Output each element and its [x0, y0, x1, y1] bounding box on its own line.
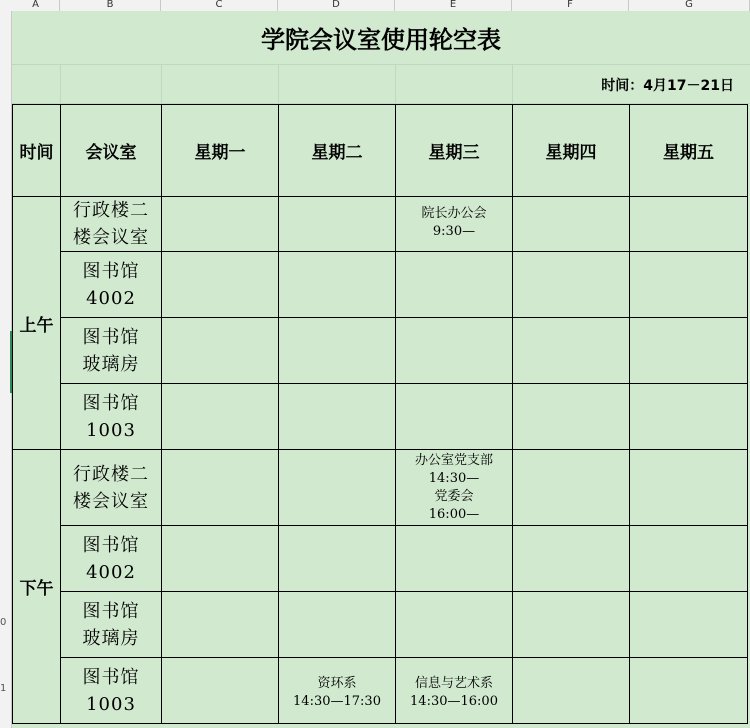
- schedule-cell[interactable]: [513, 450, 630, 526]
- row-header-bar: [0, 11, 12, 728]
- schedule-cell[interactable]: [630, 384, 748, 450]
- gridline: [161, 64, 162, 104]
- schedule-cell[interactable]: [279, 450, 396, 526]
- date-range-label[interactable]: 时间：4月17－21日: [601, 78, 734, 94]
- room-cell[interactable]: 图书馆 玻璃房: [61, 318, 162, 384]
- schedule-cell[interactable]: [513, 658, 630, 724]
- schedule-cell[interactable]: [279, 592, 396, 658]
- schedule-cell[interactable]: [279, 252, 396, 318]
- period-morning[interactable]: 上午: [13, 197, 61, 450]
- header-time[interactable]: 时间: [13, 105, 61, 197]
- room-cell[interactable]: 图书馆 1003: [61, 384, 162, 450]
- room-cell[interactable]: 图书馆 4002: [61, 526, 162, 592]
- schedule-cell[interactable]: [513, 384, 630, 450]
- schedule-cell[interactable]: [396, 592, 513, 658]
- schedule-cell[interactable]: [630, 450, 748, 526]
- header-tuesday[interactable]: 星期二: [279, 105, 396, 197]
- schedule-cell[interactable]: 办公室党支部 14:30— 党委会 16:00—: [396, 450, 513, 526]
- schedule-cell[interactable]: [162, 658, 279, 724]
- column-header-e[interactable]: E: [395, 0, 512, 11]
- schedule-cell[interactable]: [162, 526, 279, 592]
- schedule-cell[interactable]: [513, 592, 630, 658]
- schedule-cell[interactable]: [630, 592, 748, 658]
- schedule-cell[interactable]: [630, 197, 748, 252]
- column-header-g[interactable]: G: [629, 0, 750, 11]
- schedule-cell[interactable]: [513, 252, 630, 318]
- sheet-title[interactable]: 学院会议室使用轮空表: [261, 26, 501, 54]
- schedule-cell[interactable]: [396, 318, 513, 384]
- schedule-cell[interactable]: [279, 526, 396, 592]
- schedule-cell[interactable]: [396, 384, 513, 450]
- schedule-cell[interactable]: [630, 318, 748, 384]
- schedule-cell[interactable]: [162, 384, 279, 450]
- schedule-cell[interactable]: [162, 197, 279, 252]
- schedule-cell[interactable]: [279, 197, 396, 252]
- row-number[interactable]: 0: [0, 617, 7, 628]
- schedule-cell[interactable]: [630, 526, 748, 592]
- schedule-cell[interactable]: [513, 318, 630, 384]
- room-cell[interactable]: 图书馆 1003: [61, 658, 162, 724]
- row-number[interactable]: 1: [0, 683, 7, 694]
- schedule-cell[interactable]: [630, 252, 748, 318]
- schedule-cell[interactable]: [162, 252, 279, 318]
- schedule-cell[interactable]: [630, 658, 748, 724]
- schedule-cell[interactable]: [513, 197, 630, 252]
- period-afternoon[interactable]: 下午: [13, 450, 61, 724]
- schedule-cell[interactable]: [162, 592, 279, 658]
- schedule-cell[interactable]: 院长办公会 9:30—: [396, 197, 513, 252]
- schedule-cell[interactable]: [279, 384, 396, 450]
- column-header-f[interactable]: F: [512, 0, 629, 11]
- schedule-cell[interactable]: 资环系 14:30—17:30: [279, 658, 396, 724]
- schedule-cell[interactable]: [162, 450, 279, 526]
- schedule-table: [12, 104, 748, 724]
- column-header-b[interactable]: B: [60, 0, 161, 11]
- schedule-cell[interactable]: 信息与艺术系 14:30—16:00: [396, 658, 513, 724]
- gridline: [395, 64, 396, 104]
- room-cell[interactable]: 行政楼二 楼会议室: [61, 450, 162, 526]
- gridline: [12, 64, 750, 65]
- column-header-c[interactable]: C: [161, 0, 278, 11]
- header-room[interactable]: 会议室: [61, 105, 162, 197]
- room-cell[interactable]: 图书馆 4002: [61, 252, 162, 318]
- column-header-d[interactable]: D: [278, 0, 395, 11]
- schedule-cell[interactable]: [513, 526, 630, 592]
- header-thursday[interactable]: 星期四: [513, 105, 630, 197]
- room-cell[interactable]: 行政楼二 楼会议室: [61, 197, 162, 252]
- gridline: [60, 64, 61, 104]
- schedule-cell[interactable]: [279, 318, 396, 384]
- header-wednesday[interactable]: 星期三: [396, 105, 513, 197]
- header-friday[interactable]: 星期五: [630, 105, 748, 197]
- schedule-cell[interactable]: [162, 318, 279, 384]
- column-header-a[interactable]: A: [12, 0, 60, 11]
- room-cell[interactable]: 图书馆 玻璃房: [61, 592, 162, 658]
- header-monday[interactable]: 星期一: [162, 105, 279, 197]
- schedule-cell[interactable]: [396, 252, 513, 318]
- schedule-cell[interactable]: [396, 526, 513, 592]
- gridline: [278, 64, 279, 104]
- spreadsheet-grid[interactable]: [12, 11, 750, 728]
